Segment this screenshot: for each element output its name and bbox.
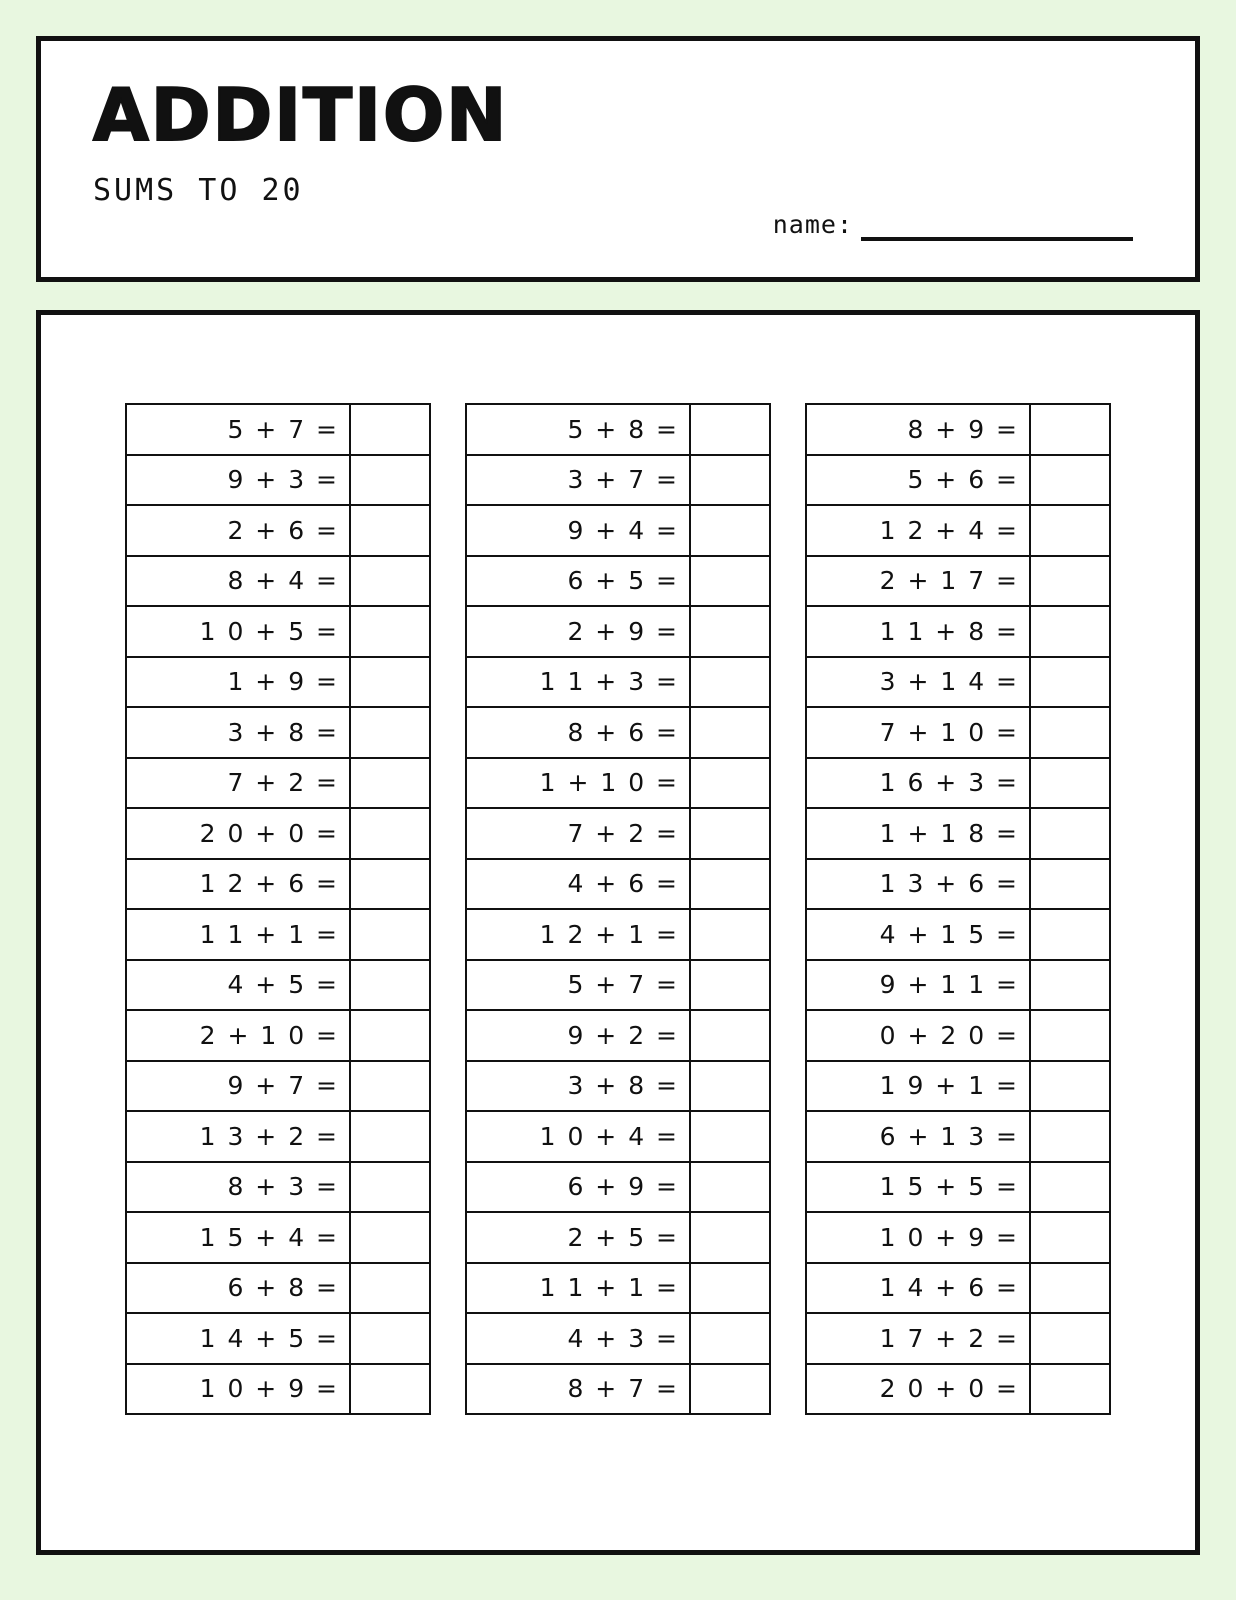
problem-expression: 8 + 6 =	[467, 708, 691, 757]
answer-box[interactable]	[1031, 759, 1109, 808]
answer-box[interactable]	[1031, 506, 1109, 555]
answer-box[interactable]	[1031, 607, 1109, 656]
answer-box[interactable]	[351, 1213, 429, 1262]
answer-box[interactable]	[351, 860, 429, 909]
problem-expression: 7 + 2 =	[467, 809, 691, 858]
problem-row	[127, 557, 429, 608]
problem-expression: 6 + 8 =	[127, 1264, 351, 1313]
problem-expression: 1 + 1 8 =	[807, 809, 1031, 858]
problem-row	[807, 860, 1109, 911]
problem-expression: 9 + 2 =	[467, 1011, 691, 1060]
answer-box[interactable]	[691, 1062, 769, 1111]
problem-row	[467, 860, 769, 911]
problem-expression: 2 + 9 =	[467, 607, 691, 656]
problem-expression: 4 + 5 =	[127, 961, 351, 1010]
problem-row	[467, 1365, 769, 1416]
problem-expression: 2 0 + 0 =	[807, 1365, 1031, 1414]
problem-row	[807, 910, 1109, 961]
problem-expression: 3 + 8 =	[127, 708, 351, 757]
problem-row	[127, 1213, 429, 1264]
answer-box[interactable]	[351, 1264, 429, 1313]
problem-row	[127, 607, 429, 658]
answer-box[interactable]	[691, 405, 769, 454]
answer-box[interactable]	[351, 1163, 429, 1212]
name-input-line[interactable]	[861, 233, 1133, 241]
answer-box[interactable]	[1031, 860, 1109, 909]
problem-row	[807, 1163, 1109, 1214]
answer-box[interactable]	[1031, 1163, 1109, 1212]
answer-box[interactable]	[691, 1112, 769, 1161]
problem-expression: 1 4 + 5 =	[127, 1314, 351, 1363]
answer-box[interactable]	[351, 405, 429, 454]
answer-box[interactable]	[351, 1314, 429, 1363]
answer-box[interactable]	[351, 809, 429, 858]
problem-row	[467, 759, 769, 810]
problem-expression: 6 + 5 =	[467, 557, 691, 606]
problem-row	[127, 910, 429, 961]
answer-box[interactable]	[351, 1365, 429, 1414]
problem-expression: 9 + 3 =	[127, 456, 351, 505]
problem-expression: 6 + 1 3 =	[807, 1112, 1031, 1161]
answer-box[interactable]	[351, 1062, 429, 1111]
problem-row	[127, 961, 429, 1012]
problem-expression: 4 + 6 =	[467, 860, 691, 909]
problem-expression: 1 4 + 6 =	[807, 1264, 1031, 1313]
answer-box[interactable]	[691, 860, 769, 909]
problem-expression: 3 + 7 =	[467, 456, 691, 505]
problem-row	[467, 910, 769, 961]
problem-row	[127, 1314, 429, 1365]
problem-row	[127, 809, 429, 860]
answer-box[interactable]	[351, 658, 429, 707]
problem-row	[127, 658, 429, 709]
answer-box[interactable]	[1031, 708, 1109, 757]
problem-expression: 1 1 + 3 =	[467, 658, 691, 707]
header-panel	[36, 36, 1200, 282]
answer-box[interactable]	[691, 809, 769, 858]
answer-box[interactable]	[351, 708, 429, 757]
answer-box[interactable]	[691, 759, 769, 808]
name-label: name:	[772, 210, 853, 239]
problem-expression: 7 + 1 0 =	[807, 708, 1031, 757]
problem-expression: 8 + 3 =	[127, 1163, 351, 1212]
problem-row	[807, 506, 1109, 557]
answer-box[interactable]	[1031, 1062, 1109, 1111]
problem-row	[467, 506, 769, 557]
problem-row	[127, 1264, 429, 1315]
problem-row	[467, 1264, 769, 1315]
name-field-group	[773, 210, 1133, 241]
problems-panel	[36, 310, 1200, 1555]
problem-row	[467, 557, 769, 608]
answer-box[interactable]	[351, 1112, 429, 1161]
problem-column	[805, 403, 1111, 1415]
answer-box[interactable]	[691, 1011, 769, 1060]
answer-box[interactable]	[691, 456, 769, 505]
problem-expression: 4 + 1 5 =	[807, 910, 1031, 959]
answer-box[interactable]	[691, 1163, 769, 1212]
problem-expression: 5 + 6 =	[807, 456, 1031, 505]
problem-expression: 4 + 3 =	[467, 1314, 691, 1363]
problem-row	[467, 1314, 769, 1365]
problem-row	[127, 860, 429, 911]
problem-row	[807, 708, 1109, 759]
problem-row	[467, 607, 769, 658]
problem-row	[467, 708, 769, 759]
problem-expression: 1 3 + 2 =	[127, 1112, 351, 1161]
answer-box[interactable]	[1031, 961, 1109, 1010]
answer-box[interactable]	[1031, 557, 1109, 606]
answer-box[interactable]	[351, 607, 429, 656]
problem-expression: 1 1 + 1 =	[127, 910, 351, 959]
problem-row	[127, 506, 429, 557]
problem-expression: 1 2 + 1 =	[467, 910, 691, 959]
page-subtitle: SUMS TO 20	[93, 173, 304, 208]
problem-expression: 0 + 2 0 =	[807, 1011, 1031, 1060]
problem-row	[127, 1163, 429, 1214]
problem-row	[127, 759, 429, 810]
problem-row	[807, 759, 1109, 810]
answer-box[interactable]	[1031, 1314, 1109, 1363]
answer-box[interactable]	[691, 506, 769, 555]
problem-expression: 1 9 + 1 =	[807, 1062, 1031, 1111]
problem-expression: 1 0 + 5 =	[127, 607, 351, 656]
answer-box[interactable]	[1031, 910, 1109, 959]
problem-expression: 2 + 1 0 =	[127, 1011, 351, 1060]
problem-expression: 7 + 2 =	[127, 759, 351, 808]
answer-box[interactable]	[351, 456, 429, 505]
problem-expression: 3 + 1 4 =	[807, 658, 1031, 707]
problem-row	[127, 708, 429, 759]
problem-row	[807, 961, 1109, 1012]
problem-expression: 1 0 + 9 =	[807, 1213, 1031, 1262]
problem-expression: 6 + 9 =	[467, 1163, 691, 1212]
problem-expression: 8 + 9 =	[807, 405, 1031, 454]
problem-expression: 1 5 + 5 =	[807, 1163, 1031, 1212]
problem-expression: 8 + 4 =	[127, 557, 351, 606]
problem-expression: 5 + 8 =	[467, 405, 691, 454]
problem-expression: 1 7 + 2 =	[807, 1314, 1031, 1363]
answer-box[interactable]	[1031, 658, 1109, 707]
problem-row	[467, 961, 769, 1012]
answer-box[interactable]	[1031, 809, 1109, 858]
page-title: ADDITION	[93, 73, 509, 157]
answer-box[interactable]	[351, 1011, 429, 1060]
problem-expression: 1 5 + 4 =	[127, 1213, 351, 1262]
problem-row	[807, 557, 1109, 608]
problem-expression: 2 + 5 =	[467, 1213, 691, 1262]
problem-expression: 9 + 4 =	[467, 506, 691, 555]
problem-expression: 2 0 + 0 =	[127, 809, 351, 858]
answer-box[interactable]	[351, 910, 429, 959]
answer-box[interactable]	[1031, 1213, 1109, 1262]
problem-expression: 1 3 + 6 =	[807, 860, 1031, 909]
problem-row	[467, 1112, 769, 1163]
problem-row	[467, 1062, 769, 1113]
answer-box[interactable]	[351, 759, 429, 808]
problem-expression: 8 + 7 =	[467, 1365, 691, 1414]
answer-box[interactable]	[691, 607, 769, 656]
answer-box[interactable]	[1031, 1264, 1109, 1313]
problem-row	[807, 1314, 1109, 1365]
answer-box[interactable]	[1031, 1011, 1109, 1060]
problem-expression: 9 + 7 =	[127, 1062, 351, 1111]
problem-row	[467, 658, 769, 709]
problem-row	[467, 1213, 769, 1264]
problem-row	[127, 1062, 429, 1113]
problem-row	[807, 456, 1109, 507]
answer-box[interactable]	[351, 557, 429, 606]
answer-box[interactable]	[1031, 456, 1109, 505]
problem-expression: 2 + 6 =	[127, 506, 351, 555]
answer-box[interactable]	[1031, 1365, 1109, 1414]
problem-expression: 1 6 + 3 =	[807, 759, 1031, 808]
problem-row	[807, 1264, 1109, 1315]
problem-expression: 1 + 9 =	[127, 658, 351, 707]
problem-row	[807, 809, 1109, 860]
problem-row	[467, 456, 769, 507]
problem-row	[467, 1163, 769, 1214]
problem-row	[127, 405, 429, 456]
problem-expression: 1 0 + 4 =	[467, 1112, 691, 1161]
problem-row	[807, 658, 1109, 709]
problem-expression: 5 + 7 =	[127, 405, 351, 454]
problem-column	[125, 403, 431, 1415]
problem-row	[807, 1213, 1109, 1264]
problem-row	[807, 1062, 1109, 1113]
problem-expression: 1 + 1 0 =	[467, 759, 691, 808]
answer-box[interactable]	[691, 910, 769, 959]
problem-expression: 1 2 + 4 =	[807, 506, 1031, 555]
problem-row	[807, 1112, 1109, 1163]
problem-row	[127, 456, 429, 507]
problem-row	[807, 1365, 1109, 1416]
problem-expression: 1 1 + 1 =	[467, 1264, 691, 1313]
problem-expression: 9 + 1 1 =	[807, 961, 1031, 1010]
answer-box[interactable]	[691, 1365, 769, 1414]
problem-column	[465, 403, 771, 1415]
answer-box[interactable]	[1031, 405, 1109, 454]
answer-box[interactable]	[691, 557, 769, 606]
answer-box[interactable]	[691, 658, 769, 707]
problem-row	[127, 1365, 429, 1416]
answer-box[interactable]	[691, 1213, 769, 1262]
problem-expression: 1 1 + 8 =	[807, 607, 1031, 656]
answer-box[interactable]	[1031, 1112, 1109, 1161]
problem-expression: 2 + 1 7 =	[807, 557, 1031, 606]
answer-box[interactable]	[691, 961, 769, 1010]
answer-box[interactable]	[691, 1264, 769, 1313]
problem-expression: 1 2 + 6 =	[127, 860, 351, 909]
problem-row	[127, 1011, 429, 1062]
problem-row	[467, 405, 769, 456]
answer-box[interactable]	[351, 961, 429, 1010]
problem-row	[467, 1011, 769, 1062]
problem-expression: 5 + 7 =	[467, 961, 691, 1010]
problem-expression: 1 0 + 9 =	[127, 1365, 351, 1414]
problem-row	[807, 607, 1109, 658]
answer-box[interactable]	[691, 708, 769, 757]
problem-row	[467, 809, 769, 860]
problem-expression: 3 + 8 =	[467, 1062, 691, 1111]
problem-row	[807, 1011, 1109, 1062]
problem-row	[807, 405, 1109, 456]
answer-box[interactable]	[691, 1314, 769, 1363]
problem-columns	[41, 403, 1195, 1415]
problem-row	[127, 1112, 429, 1163]
answer-box[interactable]	[351, 506, 429, 555]
